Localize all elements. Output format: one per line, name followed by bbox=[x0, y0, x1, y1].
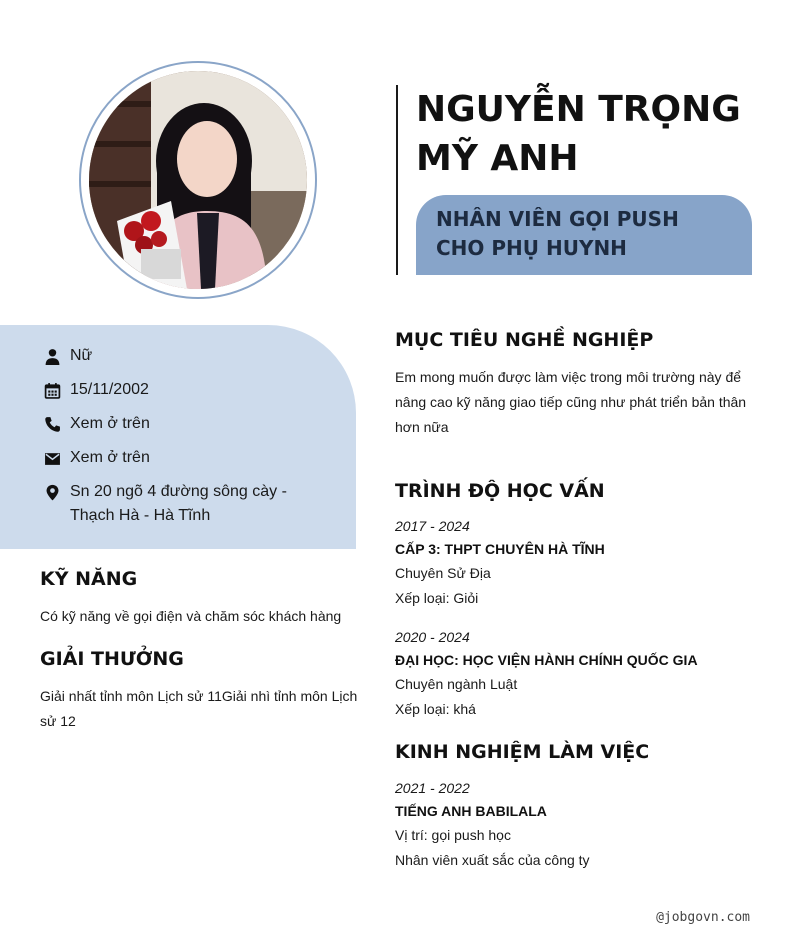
skills-text: Có kỹ năng về gọi điện và chăm sóc khách hàng bbox=[40, 608, 342, 624]
objective-line-1: Em mong muốn được làm việc trong môi trường này để bbox=[395, 369, 742, 385]
watermark: @jobgovn.com bbox=[656, 910, 750, 925]
portrait-photo bbox=[89, 71, 307, 289]
education-title: TRÌNH ĐỘ HỌC VẤN bbox=[395, 480, 605, 502]
full-name bbox=[416, 85, 756, 183]
education-org: CẤP 3: THPT CHUYÊN HÀ TĨNH bbox=[395, 541, 605, 557]
awards-title: GIẢI THƯỞNG bbox=[40, 648, 184, 670]
education-detail: Chuyên ngành Luật bbox=[395, 676, 518, 692]
contact-address bbox=[42, 480, 287, 528]
avatar-ring bbox=[79, 61, 317, 299]
awards-line-2: sử 12 bbox=[40, 713, 76, 729]
education-detail: Chuyên Sử Địa bbox=[395, 565, 491, 581]
objective-title: MỤC TIÊU NGHỀ NGHIỆP bbox=[395, 329, 654, 351]
person-icon bbox=[42, 344, 62, 368]
experience-detail: Nhân viên xuất sắc của công ty bbox=[395, 852, 590, 868]
experience-detail: Vị trí: gọi push học bbox=[395, 827, 511, 843]
address-line-2: Thạch Hà - Hà Tĩnh bbox=[70, 507, 211, 524]
objective-text bbox=[395, 365, 755, 440]
awards-text bbox=[40, 684, 370, 734]
education-detail: Xếp loại: khá bbox=[395, 701, 476, 717]
contact-email bbox=[42, 446, 150, 470]
birthday-value: 15/11/2002 bbox=[70, 381, 149, 398]
objective-line-3: hơn nữa bbox=[395, 419, 449, 435]
name-block bbox=[396, 85, 750, 275]
education-org: ĐẠI HỌC: HỌC VIỆN HÀNH CHÍNH QUỐC GIA bbox=[395, 652, 698, 668]
education-period: 2017 - 2024 bbox=[395, 518, 470, 534]
location-pin-icon bbox=[42, 480, 62, 504]
experience-title: KINH NGHIỆM LÀM VIỆC bbox=[395, 741, 650, 763]
mail-icon bbox=[42, 446, 62, 470]
phone-value: Xem ở trên bbox=[70, 415, 150, 432]
contact-birthday bbox=[42, 378, 149, 402]
contact-phone bbox=[42, 412, 150, 436]
education-period: 2020 - 2024 bbox=[395, 629, 470, 645]
full-name-line-1: NGUYỄN TRỌNG bbox=[416, 89, 741, 130]
email-value: Xem ở trên bbox=[70, 449, 150, 466]
phone-icon bbox=[42, 412, 62, 436]
address-line-1: Sn 20 ngõ 4 đường sông cày - bbox=[70, 483, 287, 500]
calendar-icon bbox=[42, 378, 62, 402]
avatar bbox=[89, 71, 307, 289]
awards-line-1: Giải nhất tỉnh môn Lịch sử 11Giải nhì tỉnh môn Lịch bbox=[40, 688, 358, 704]
contact-gender bbox=[42, 344, 92, 368]
objective-line-2: nâng cao kỹ năng giao tiếp cũng như phát triển bản thân bbox=[395, 394, 747, 410]
experience-org: TIẾNG ANH BABILALA bbox=[395, 803, 547, 819]
gender-value: Nữ bbox=[70, 347, 93, 364]
experience-period: 2021 - 2022 bbox=[395, 780, 470, 796]
education-detail: Xếp loại: Giỏi bbox=[395, 590, 479, 606]
skills-title: KỸ NĂNG bbox=[40, 568, 138, 590]
full-name-line-2: MỸ ANH bbox=[416, 138, 579, 179]
job-title: NHÂN VIÊN GỌI PUSH CHO PHỤ HUYNH bbox=[416, 195, 752, 275]
address-value bbox=[70, 480, 287, 528]
